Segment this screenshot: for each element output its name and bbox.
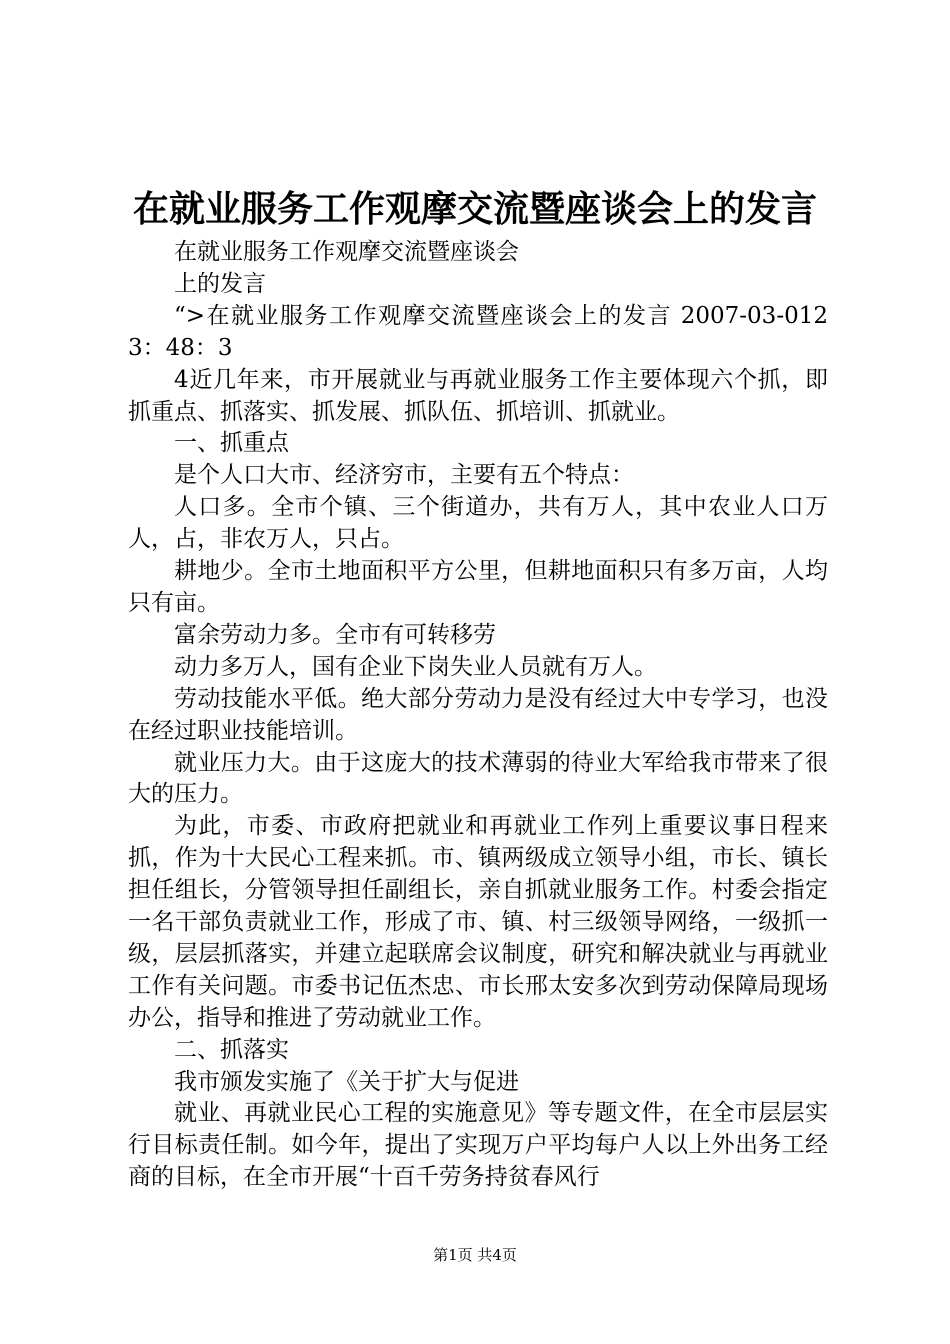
section-heading: 二、抓落实: [174, 1036, 289, 1063]
paragraph: 富余劳动力多。全市有可转移劳: [174, 621, 496, 648]
paragraph: 劳动技能水平低。绝大部分劳动力是没有经过大中专学习，也没在经过职业技能培训。: [128, 685, 828, 744]
paragraph: 就业压力大。由于这庞大的技术薄弱的待业大军给我市带来了很大的压力。: [128, 749, 828, 808]
document-body: [128, 237, 828, 1194]
paragraph: 4近几年来，市开展就业与再就业服务工作主要体现六个抓，即抓重点、抓落实、抓发展、抓队伍、抓培训、抓就业。: [128, 366, 828, 425]
paragraph: 人口多。全市个镇、三个街道办，共有万人，其中农业人口万人，占，非农万人，只占。: [128, 494, 828, 553]
paragraph: “>在就业服务工作观摩交流暨座谈会上的发言 2007-03-0123：48：3: [128, 302, 828, 361]
paragraph: 就业、再就业民心工程的实施意见》等专题文件，在全市层层实行目标责任制。如今年，提出了实现万户平均每户人以上外出务工经商的目标，在全市开展“十百千劳务持贫春风行: [128, 1100, 828, 1191]
document-title: 在就业服务工作观摩交流暨座谈会上的发言: [132, 188, 817, 230]
paragraph: 耕地少。全市土地面积平方公里，但耕地面积只有多万亩，人均只有亩。: [128, 558, 828, 616]
paragraph: 为此，市委、市政府把就业和再就业工作列上重要议事日程来抓，作为十大民心工程来抓。市、镇两级成立领导小组，市长、镇长担任组长，分管领导担任副组长，亲自抓就业服务工作。村委会指定一名干部负责就业工作，形成了市、镇、村三级领导网络，一级抓一级，层层抓落实，并建立起联席会议制度，研究和解决就业与再就业工作有关问题。市委书记伍杰忠、市长邢太安多次到劳动保障局现场办公，指导和推进了劳动就业工作。: [128, 813, 828, 1031]
paragraph: 动力多万人，国有企业下岗失业人员就有万人。: [174, 653, 657, 680]
paragraph: 我市颁发实施了《关于扩大与促进: [174, 1068, 519, 1095]
page-footer: [0, 1245, 950, 1265]
paragraph: 是个人口大市、经济穷市，主要有五个特点：: [174, 462, 634, 489]
page-number: 第1页 共4页: [433, 1246, 517, 1264]
section-heading: 一、抓重点: [174, 430, 289, 457]
paragraph: 在就业服务工作观摩交流暨座谈会: [174, 239, 519, 265]
paragraph: 上的发言: [174, 270, 266, 297]
